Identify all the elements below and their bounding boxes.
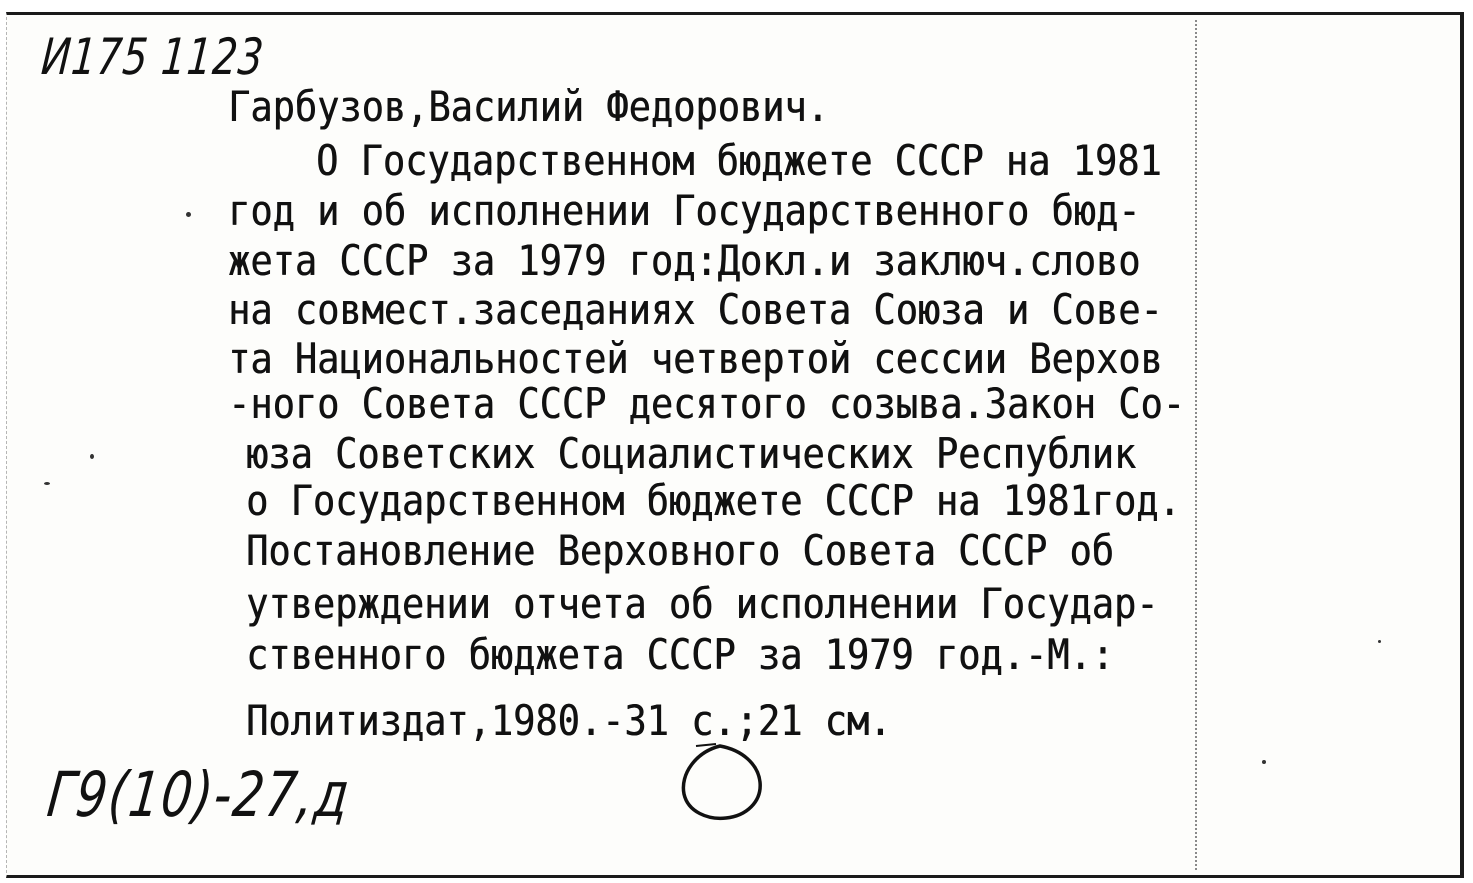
card-line: Гарбузов,Василий Федорович.	[228, 82, 829, 131]
card-line: О Государственном бюджете СССР на 1981	[316, 136, 1162, 185]
card-fold-line	[1195, 20, 1198, 870]
card-line: год и об исполнении Государственного бюд-	[228, 186, 1141, 235]
ink-speck	[1378, 640, 1381, 643]
card-line: утверждении отчета об исполнении Государ-	[246, 579, 1159, 628]
card-line: юза Советских Социалистических Республик	[246, 429, 1137, 478]
card-line: Постановление Верховного Совета СССР об	[246, 526, 1114, 575]
classification-mark: Г9(10)-27,д	[43, 758, 354, 831]
card-line: та Национальностей четвертой сессии Верхов	[228, 334, 1163, 383]
shelf-mark: И175 1123	[39, 28, 267, 86]
ink-speck	[44, 482, 50, 485]
card-line: жета СССР за 1979 год:Докл.и заключ.слово	[228, 236, 1141, 285]
card-line: Политиздат,1980.-31 с.;21 см.	[246, 696, 892, 745]
ink-speck	[1262, 760, 1266, 764]
card-line: на совмест.заседаниях Совета Союза и Сове-	[228, 285, 1163, 334]
ink-speck	[186, 212, 191, 217]
card-hole-icon	[676, 742, 766, 822]
card-line: о Государственном бюджете СССР на 1981год.	[246, 476, 1181, 525]
ink-speck	[90, 454, 94, 459]
card-line: -ного Совета СССР десятого созыва.Закон Со-	[228, 379, 1185, 428]
card-line: ственного бюджета СССР за 1979 год.-М.:	[246, 630, 1114, 679]
